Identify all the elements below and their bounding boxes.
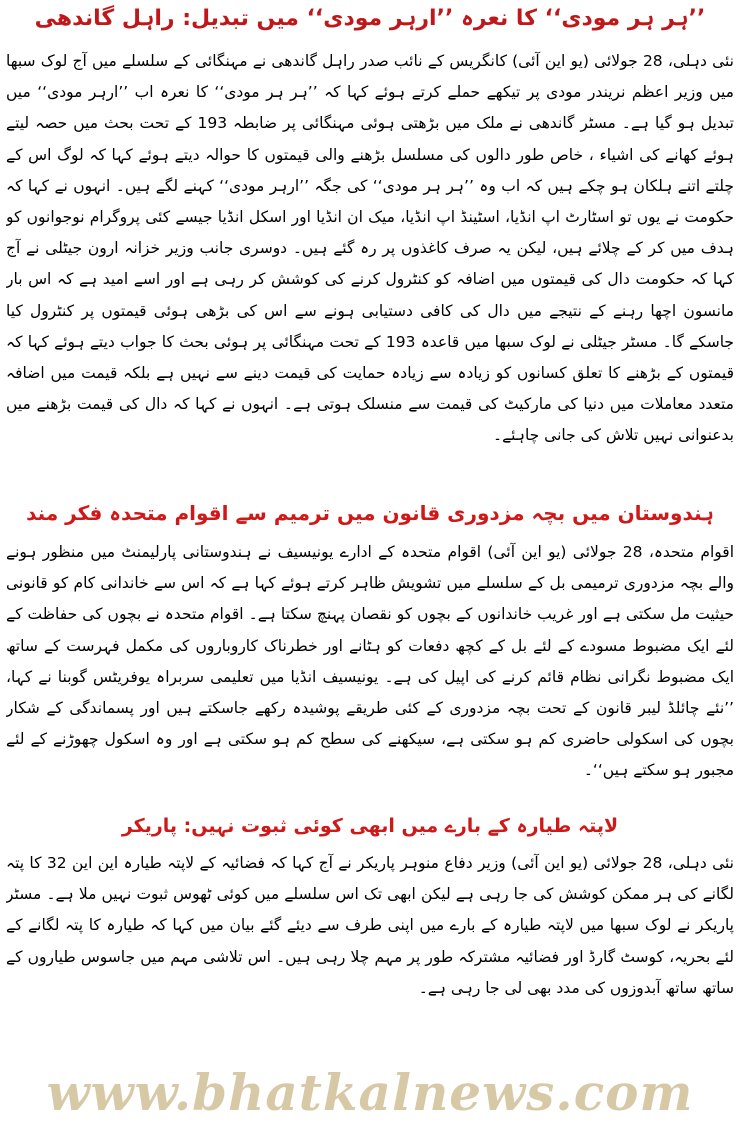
article2-headline: ہندوستان میں بچہ مزدوری قانون میں ترمیم سے اقوام متحدہ فکر مند xyxy=(26,501,714,525)
article3-body: نئی دہلی، 28 جولائی (یو این آئی) وزیر دفاع منوہر پاریکر نے آج کہا کہ فضائیہ کے لاپتہ طیارہ این این 32 کا پتہ لگانے کی ہر ممکن کوشش کی جا رہی ہے لیکن ابھی تک اس سلسلے میں کوئی ٹھوس ثبوت نہیں ملا ہے۔ مسٹر پاریکر نے لوک سبھا میں لاپتہ طیارہ کے بارے میں اپنی طرف سے دیئے گئے بیان میں کہا کہ طیارہ کا پتہ لگانے کے لئے بحریہ، کوسٹ گارڈ اور فضائیہ مشترکہ طور پر مہم چلا رہی ہیں۔ اس تلاشی مہم میں جاسوس طیاروں کے ساتھ ساتھ آبدوزوں کی مدد بھی لی جا رہی ہے۔ xyxy=(6,854,734,997)
article3-headline: لاپتہ طیارہ کے بارے میں ابھی کوئی ثبوت نہیں: پاریکر xyxy=(121,815,619,837)
article2-body: اقوام متحدہ، 28 جولائی (یو این آئی) اقوام متحدہ کے ادارے یونیسیف نے ہندوستانی پارلیمنٹ میں منظور ہونے والے بچہ مزدوری ترمیمی بل کے سلسلے میں تشویش ظاہر کرتے ہوئے کہا ہے کہ اس سے خاندانی کام کو قانونی حیثیت مل سکتی ہے اور غریب خاندانوں کے بچوں کو نقصان پہنچ سکتا ہے۔ اقوام متحدہ نے بچوں کی حفاظت کے لئے ایک مضبوط مسودے کے لئے بل کے کچھ دفعات کو ہٹانے اور خطرناک کاروباروں کی مکمل فہرست کے ساتھ ایک مضبوط نگرانی نظام قائم کرنے کی اپیل کی ہے۔ یونیسیف انڈیا میں تعلیمی سربراہ یوفریٹس گوبنا نے کہا، ’’نئے چائلڈ لیبر قانون کے تحت بچہ مزدوری کے کئی طریقے پوشیدہ رکھے جاسکتے ہیں اور پسماندگی کے شکار بچوں کی اسکولی حاضری کم ہو سکتی ہے، سیکھنے کی سطح کم ہو سکتی ہے اور وہ اسکول چھوڑنے کے لئے مجبور ہو سکتے ہیں‘‘۔ xyxy=(6,543,734,780)
site-watermark: www.bhatkalnews.com xyxy=(46,1063,694,1122)
article1-headline: ’’ہر ہر مودی‘‘ کا نعرہ ’’ارہر مودی‘‘ میں تبدیل: راہل گاندھی xyxy=(34,6,706,31)
article1-body: نئی دہلی، 28 جولائی (یو این آئی) کانگریس کے نائب صدر راہل گاندھی نے مہنگائی کے سلسلے میں آج لوک سبھا میں وزیر اعظم نریندر مودی پر تیکھے حملے کرتے ہوئے کہا کہ ’’ہر ہر مودی‘‘ کا نعرہ اب ’’ارہر مودی‘‘ میں تبدیل ہو گیا ہے۔ مسٹر گاندھی نے ملک میں بڑھتی ہوئی مہنگائی پر ضابطہ 193 کے تحت بحث میں حصہ لیتے ہوئے کھانے کی اشیاء ، خاص طور دالوں کی مسلسل بڑھنے والی قیمتوں کا حوالہ دیتے ہوئے کہا کہ لوگ اس کے چلتے اتنے ہلکان ہو چکے ہیں کہ اب وہ ’’ہر ہر مودی‘‘ کی جگہ ’’ارہر مودی‘‘ کہنے لگے ہیں۔ انہوں نے کہا کہ حکومت نے یوں تو اسٹارٹ اپ انڈیا، اسٹینڈ اپ انڈیا، میک ان انڈیا اور اسکل انڈیا جیسے کئی پروگرام نوجوانوں کو ہدف میں کر کے چلائے ہیں، لیکن یہ صرف کاغذوں پر رہ گئے ہیں۔ دوسری جانب وزیر خزانہ ارون جیٹلی نے آج کہا کہ حکومت دال کی قیمتوں میں اضافہ کو کنٹرول کرنے کی کوشش کر رہی ہے اور اسے امید ہے کہ اس بار مانسون اچھا رہنے کے نتیجے میں دال کی کافی دستیابی ہونے سے اس کی بڑھی ہوئی قیمتوں پر کنٹرول کیا جاسکے گا۔ مسٹر جیٹلی نے لوک سبھا میں قاعدہ 193 کے تحت مہنگائی پر ہوئی بحث کا جواب دیتے ہوئے کہا کہ قیمتوں کے بڑھنے کا تعلق کسانوں کو زیادہ سے زیادہ حمایت کی قیمت دینے سے نہیں ہے بلکہ قیمت میں اضافہ متعدد معاملات میں دنیا کی مارکیٹ کی قیمت سے منسلک ہوتی ہے۔ انہوں نے کہا کہ دال کی قیمت بڑھنے میں بدعنوانی نہیں تلاش کی جانی چاہئے۔ xyxy=(6,52,734,445)
